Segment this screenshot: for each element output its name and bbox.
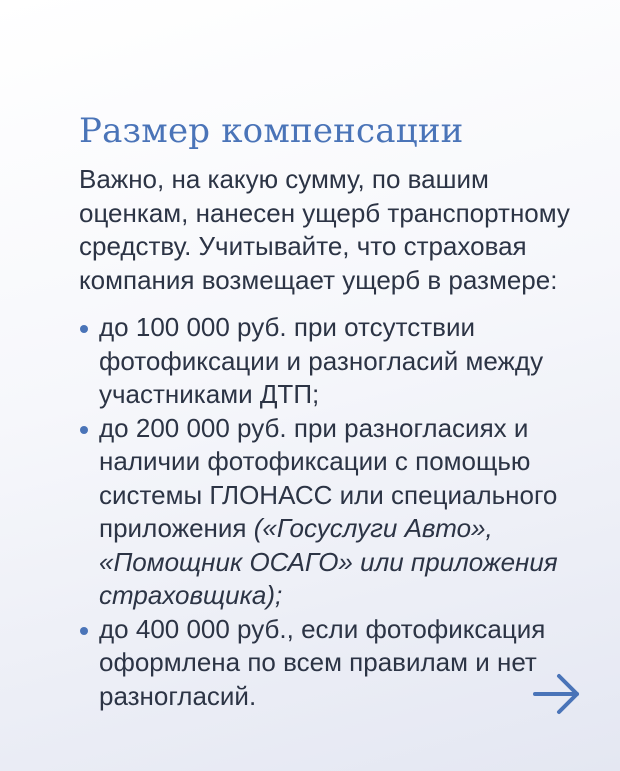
bullet-icon (80, 325, 88, 333)
page-title: Размер компенсации (79, 111, 464, 151)
list-item-text: до 400 000 руб., если фотофиксация оформлена по всем правилам и нет разногласий. (99, 613, 546, 711)
compensation-list (79, 311, 599, 713)
list-item-text: до 200 000 руб. при разногласиях и наличии фотофиксации с помощью системы ГЛОНАСС или специального приложения (99, 412, 558, 543)
list-item (79, 613, 599, 714)
bullet-icon (80, 426, 88, 434)
bullet-icon (80, 627, 88, 635)
next-slide-button[interactable] (532, 672, 582, 716)
list-item-text: до 100 000 руб. при отсутствии фотофиксации и разногласий между участниками ДТП; (99, 312, 544, 409)
arrow-right-icon (532, 672, 582, 716)
list-item (79, 311, 599, 412)
list-item-italic-text: («Госуслуги Авто», «Помощник ОСАГО» или приложения страховщика); (99, 513, 558, 610)
intro-paragraph: Важно, на какую сумму, по вашим оценкам, нанесен ущерб транспортному средству. Учитывайте, что страховая компания возмещает ущерб в размере: (79, 164, 570, 295)
list-item (79, 412, 599, 613)
